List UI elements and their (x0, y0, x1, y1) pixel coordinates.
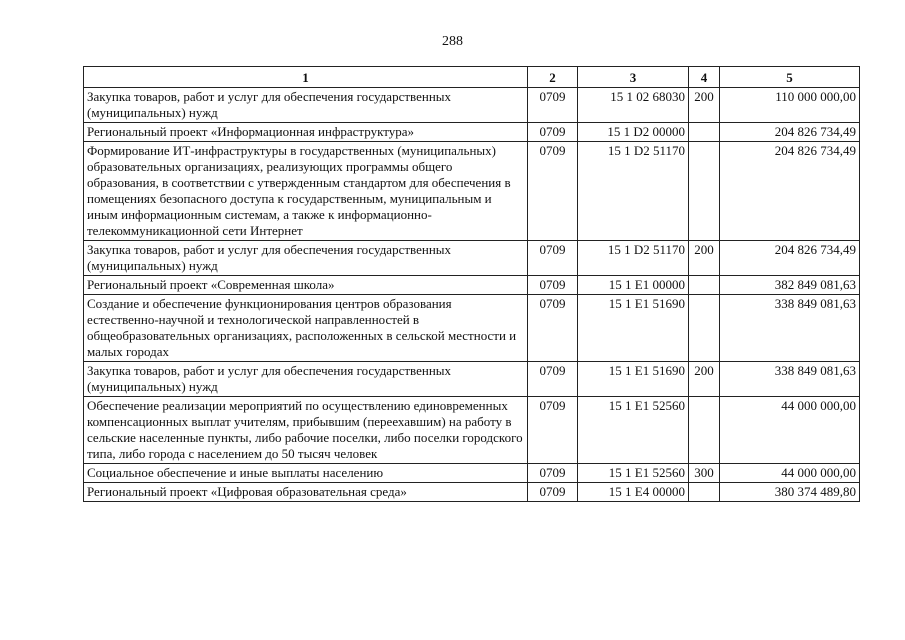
table-row (84, 142, 860, 241)
row-expense-type (689, 295, 720, 362)
row-target-code: 15 1 E4 00000 (578, 483, 689, 502)
column-header-expense-type: 4 (689, 67, 720, 88)
column-header-section: 2 (528, 67, 578, 88)
budget-table (83, 66, 860, 502)
table-body (84, 88, 860, 502)
row-expense-type: 300 (689, 464, 720, 483)
row-amount: 338 849 081,63 (720, 362, 860, 397)
row-section: 0709 (528, 362, 578, 397)
column-header-name: 1 (84, 67, 528, 88)
row-name: Региональный проект «Современная школа» (84, 276, 528, 295)
row-section: 0709 (528, 483, 578, 502)
row-name: Региональный проект «Информационная инфраструктура» (84, 123, 528, 142)
row-name: Формирование ИТ-инфраструктуры в государственных (муниципальных) образовательных организациях, реализующих программы общего образования, в соответствии с утвержденным стандартом для обеспечения в помещениях безопасного доступа к государственным, муниципальным и иным информационным системам, а также к информационно-телекоммуникационной сети Интернет (84, 142, 528, 241)
row-target-code: 15 1 E1 51690 (578, 362, 689, 397)
row-amount: 380 374 489,80 (720, 483, 860, 502)
row-name: Создание и обеспечение функционирования центров образования естественно-научной и технологической направленностей в общеобразовательных организациях, расположенных в сельской местности и малых городах (84, 295, 528, 362)
row-expense-type: 200 (689, 362, 720, 397)
page-number: 288 (442, 34, 463, 49)
table-row (84, 276, 860, 295)
table-header-row (84, 67, 860, 88)
row-section: 0709 (528, 241, 578, 276)
row-section: 0709 (528, 276, 578, 295)
row-expense-type (689, 276, 720, 295)
row-target-code: 15 1 E1 51690 (578, 295, 689, 362)
table-row (84, 295, 860, 362)
row-amount: 382 849 081,63 (720, 276, 860, 295)
row-amount: 204 826 734,49 (720, 123, 860, 142)
row-amount: 44 000 000,00 (720, 464, 860, 483)
table-row (84, 88, 860, 123)
row-target-code: 15 1 E1 52560 (578, 464, 689, 483)
row-section: 0709 (528, 295, 578, 362)
row-target-code: 15 1 E1 00000 (578, 276, 689, 295)
row-target-code: 15 1 D2 00000 (578, 123, 689, 142)
row-name: Обеспечение реализации мероприятий по осуществлению единовременных компенсационных выплат учителям, прибывшим (переехавшим) на работу в сельские населенные пункты, либо рабочие поселки, либо поселки городского типа, либо города с населением до 50 тысяч человек (84, 397, 528, 464)
row-section: 0709 (528, 142, 578, 241)
row-expense-type (689, 123, 720, 142)
row-section: 0709 (528, 464, 578, 483)
row-amount: 204 826 734,49 (720, 241, 860, 276)
row-name: Региональный проект «Цифровая образовательная среда» (84, 483, 528, 502)
row-section: 0709 (528, 123, 578, 142)
row-expense-type: 200 (689, 241, 720, 276)
row-amount: 204 826 734,49 (720, 142, 860, 241)
row-target-code: 15 1 D2 51170 (578, 142, 689, 241)
row-amount: 338 849 081,63 (720, 295, 860, 362)
row-section: 0709 (528, 88, 578, 123)
table-row (84, 483, 860, 502)
row-name: Закупка товаров, работ и услуг для обеспечения государственных (муниципальных) нужд (84, 362, 528, 397)
row-expense-type (689, 483, 720, 502)
table-row (84, 123, 860, 142)
row-amount: 44 000 000,00 (720, 397, 860, 464)
row-target-code: 15 1 02 68030 (578, 88, 689, 123)
table-row (84, 397, 860, 464)
row-expense-type (689, 397, 720, 464)
row-section: 0709 (528, 397, 578, 464)
row-target-code: 15 1 D2 51170 (578, 241, 689, 276)
table-row (84, 241, 860, 276)
column-header-target-code: 3 (578, 67, 689, 88)
row-name: Социальное обеспечение и иные выплаты населению (84, 464, 528, 483)
row-target-code: 15 1 E1 52560 (578, 397, 689, 464)
row-expense-type: 200 (689, 88, 720, 123)
table-row (84, 362, 860, 397)
row-name: Закупка товаров, работ и услуг для обеспечения государственных (муниципальных) нужд (84, 241, 528, 276)
column-header-amount: 5 (720, 67, 860, 88)
table-row (84, 464, 860, 483)
row-expense-type (689, 142, 720, 241)
row-amount: 110 000 000,00 (720, 88, 860, 123)
row-name: Закупка товаров, работ и услуг для обеспечения государственных (муниципальных) нужд (84, 88, 528, 123)
